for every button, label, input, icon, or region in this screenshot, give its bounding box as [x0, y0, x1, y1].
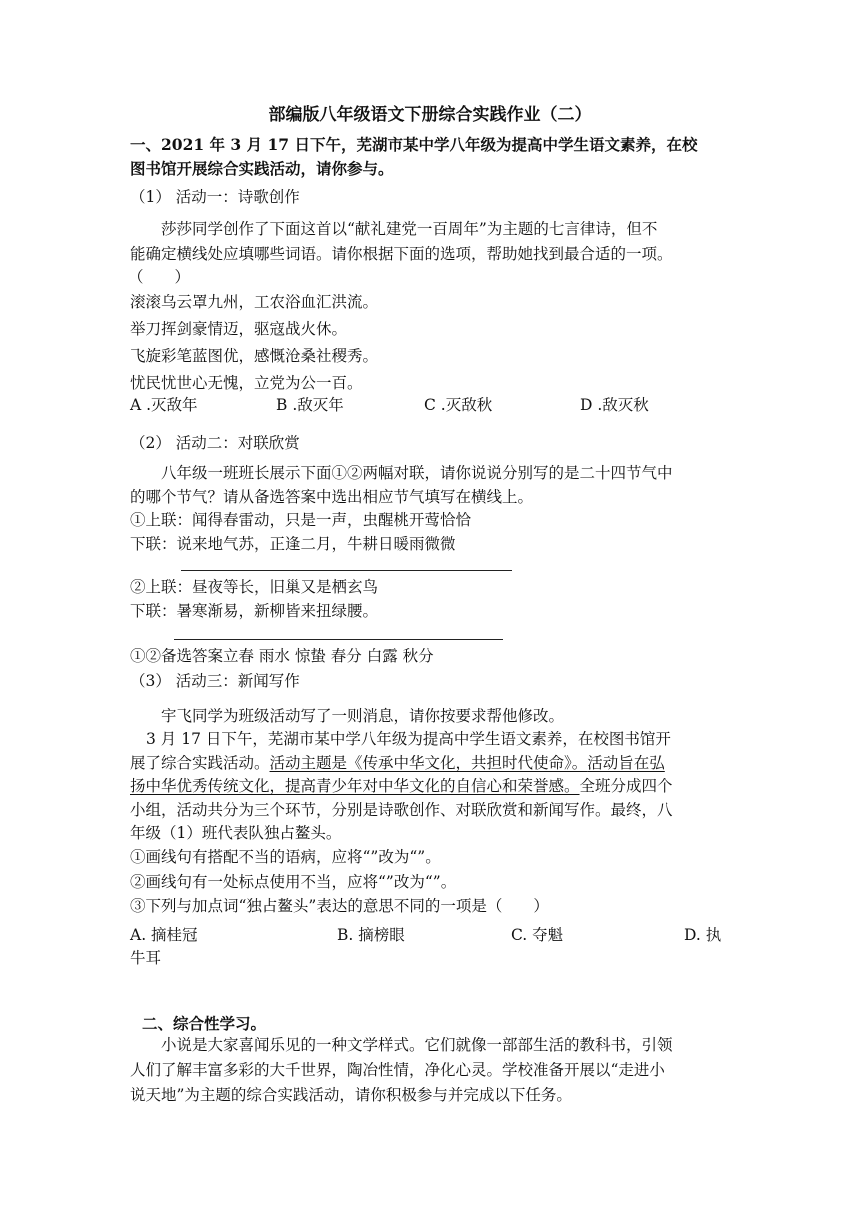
poem-line: 滚滚乌云罩九州，工农浴血汇洪流。 — [130, 293, 379, 311]
poem-line: 举刀挥剑豪情迈，驱寇战火休。 — [130, 320, 348, 338]
activity1-label: （1） 活动一：诗歌创作 — [130, 188, 300, 206]
activity1-intro-line1: 莎莎同学创作了下面这首以“献礼建党一百周年”为主题的七言律诗，但不 — [161, 220, 658, 238]
activity3-intro: 宇飞同学为班级活动写了一则消息，请你按要求帮他修改。 — [161, 707, 565, 725]
activity3-subquestion1: ①画线句有搭配不当的语病，应将“”改为“”。 — [130, 848, 441, 866]
activity1-option-c: C .灭敌秋 — [424, 396, 493, 414]
couplet2-answer-blank[interactable] — [174, 639, 503, 640]
underlined-sentence-purpose: 活动旨在弘 — [587, 754, 665, 772]
activity1-answer-bracket: （ ） — [128, 268, 191, 286]
news-line5: 年级（1）班代表队独占鳌头。 — [130, 824, 342, 842]
news-line2 — [130, 752, 665, 774]
news-line2-start: 展了综合实践活动。 — [130, 754, 270, 772]
activity3-label: （3） 活动三：新闻写作 — [130, 672, 300, 690]
couplet-candidates: ①②备选答案立春 雨水 惊蛰 春分 白露 秋分 — [130, 647, 434, 665]
underlined-sentence-purpose-cont: 扬中华优秀传统文化，提高青少年对中华文化的自信心和荣誉感。 — [130, 777, 580, 795]
q2-paragraph-line2: 人们了解丰富多彩的大千世界，陶冶性情，净化心灵。学校准备开展以“走进小 — [130, 1061, 665, 1079]
activity1-option-b: B .敌灭年 — [276, 396, 344, 414]
activity2-intro-line1: 八年级一班班长展示下面①②两幅对联，请你说说分别写的是二十四节气中 — [161, 464, 673, 482]
news-line3-end: 全班分成四个 — [579, 777, 673, 795]
q2-heading: 二、综合性学习。 — [142, 1014, 267, 1033]
activity3-subquestion2: ②画线句有一处标点使用不当，应将“”改为“”。 — [130, 873, 457, 891]
poem-line: 飞旋彩笔蓝图优，感慨沧桑社稷秀。 — [130, 347, 379, 365]
activity1-option-d: D .敌灭秋 — [580, 396, 649, 414]
news-line3 — [130, 775, 673, 797]
news-line4: 小组，活动共分为三个环节，分别是诗歌创作、对联欣赏和新闻写作。最终，八 — [130, 801, 673, 819]
couplet2-lower: 下联：暑寒渐易，新柳皆来扭绿腰。 — [130, 602, 379, 620]
q2-paragraph-line1: 小说是大家喜闻乐见的一种文学样式。它们就像一部部生活的教科书，引领 — [161, 1036, 673, 1054]
q1-heading-line1: 一、2021 年 3 月 17 日下午，芜湖市某中学八年级为提高中学生语文素养，在校 — [130, 135, 698, 154]
underlined-sentence-theme: 活动主题是《传承中华文化，共担时代使命》。 — [269, 754, 588, 772]
activity3-option-d: D. 执 — [684, 926, 722, 944]
activity2-intro-line2: 的哪个节气？请从备选答案中选出相应节气填写在横线上。 — [130, 488, 534, 506]
couplet1-upper: ①上联：闻得春雷动，只是一声，虫醒桃开莺恰恰 — [130, 511, 472, 529]
activity3-option-d-wrap: 牛耳 — [130, 949, 162, 967]
page-title: 部编版八年级语文下册综合实践作业（二） — [268, 105, 592, 125]
activity3-option-a: A. 摘桂冠 — [130, 926, 198, 944]
activity2-label: （2） 活动二：对联欣赏 — [130, 434, 300, 452]
activity3-option-c: C. 夺魁 — [511, 926, 564, 944]
activity1-intro-line2: 能确定横线处应填哪些词语。请你根据下面的选项，帮助她找到最合适的一项。 — [130, 245, 673, 263]
news-line1: 3 月 17 日下午，芜湖市某中学八年级为提高中学生语文素养，在校图书馆开 — [146, 730, 671, 748]
activity1-option-a: A .灭敌年 — [130, 396, 198, 414]
activity3-subquestion3: ③下列与加点词“独占鳌头”表达的意思不同的一项是（ ） — [130, 897, 549, 915]
couplet1-lower: 下联：说来地气苏，正逢二月，牛耕日暖雨微微 — [130, 535, 456, 553]
couplet1-answer-blank[interactable] — [181, 570, 512, 571]
q2-paragraph-line3: 说天地”为主题的综合实践活动，请你积极参与并完成以下任务。 — [130, 1086, 572, 1104]
poem-line: 忧民忧世心无愧，立党为公一百。 — [130, 374, 363, 392]
couplet2-upper: ②上联：昼夜等长，旧巢又是栖玄鸟 — [130, 578, 379, 596]
q1-heading-line2: 图书馆开展综合实践活动，请你参与。 — [130, 159, 394, 178]
activity3-option-b: B. 摘榜眼 — [337, 926, 405, 944]
